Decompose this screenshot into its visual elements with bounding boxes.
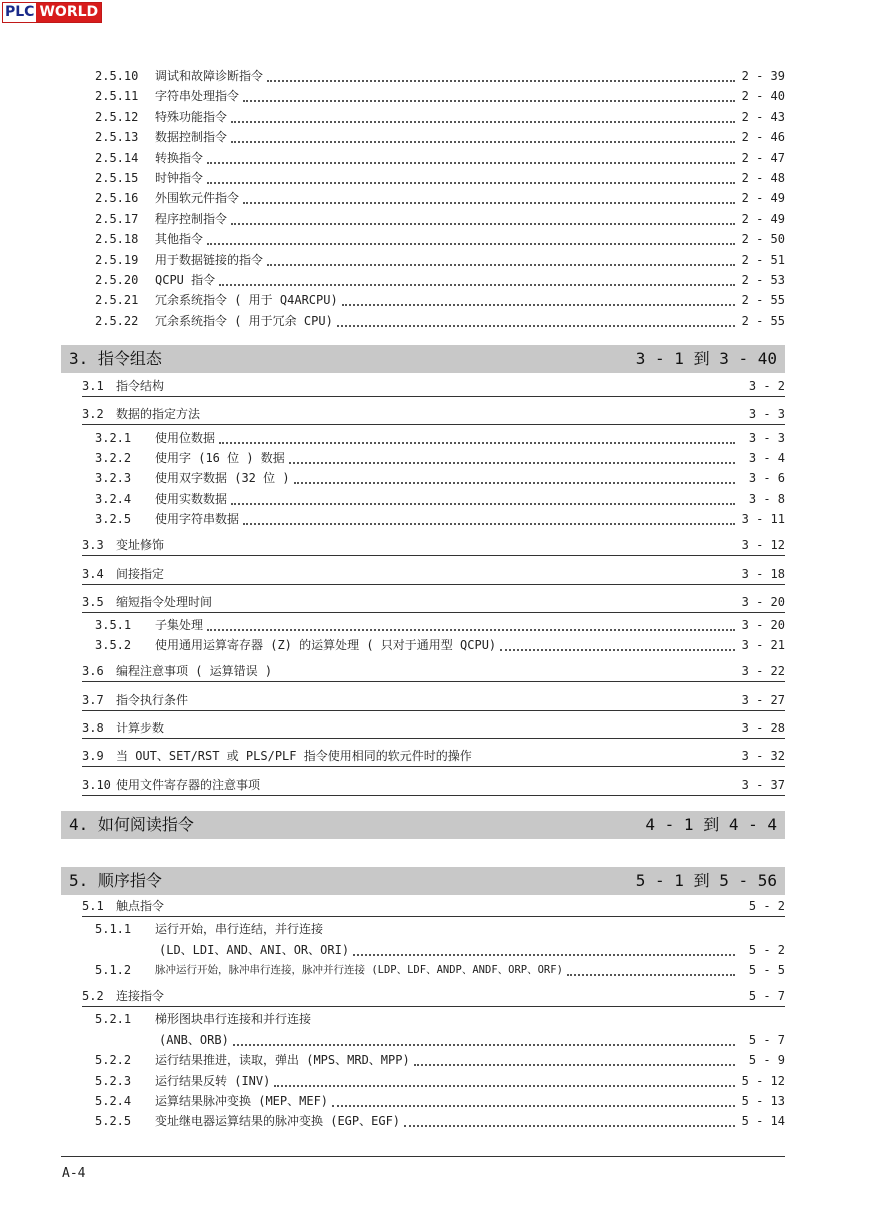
toc-entry[interactable] <box>95 250 785 270</box>
dot-leader <box>342 296 735 306</box>
page-number: 5 - 7 <box>748 1033 785 1047</box>
section-number: 3.4 <box>82 567 104 581</box>
page-number: 3 - 27 <box>741 693 785 707</box>
dot-leader <box>233 1036 735 1046</box>
entry-number: 2.5.18 <box>95 232 139 246</box>
entry-title: QCPU 指令 <box>155 273 216 287</box>
page-number: 3 - 21 <box>741 638 785 652</box>
dot-leader <box>207 235 735 245</box>
chapter-title: 4. 如何阅读指令 <box>69 815 194 834</box>
toc-entry[interactable] <box>95 311 785 331</box>
toc-entry[interactable] <box>95 168 785 188</box>
toc-entry-3-2-4[interactable] <box>95 489 785 509</box>
page-number: 2 - 49 <box>741 191 785 205</box>
entry-title: 使用实数数据 <box>155 492 228 506</box>
dot-leader <box>231 215 735 225</box>
page-number: 5 - 9 <box>748 1053 785 1067</box>
entry-number: 2.5.10 <box>95 69 139 83</box>
page-number: 3 - 20 <box>741 618 785 632</box>
entry-number: 2.5.14 <box>95 151 139 165</box>
dot-leader <box>219 276 735 286</box>
page-number: 5 - 5 <box>748 963 785 977</box>
toc-section-3-9[interactable] <box>82 746 785 767</box>
entry-number: 3.2.3 <box>95 471 132 485</box>
toc-entry[interactable] <box>95 229 785 249</box>
dot-leader <box>207 154 735 164</box>
page-number: 3 - 12 <box>741 538 785 552</box>
section-number: 3.1 <box>82 379 104 393</box>
entry-number: 5.2.5 <box>95 1114 132 1128</box>
entry-title: 运行结果反转 (INV) <box>155 1074 271 1088</box>
entry-title: 使用位数据 <box>155 431 216 445</box>
entry-number: 3.2.1 <box>95 431 132 445</box>
entry-title: 使用通用运算寄存器 (Z) 的运算处理 ( 只对于通用型 QCPU) <box>155 638 497 652</box>
toc-entry-3-2-2[interactable] <box>95 448 785 468</box>
entry-number: 3.5.2 <box>95 638 132 652</box>
section-number: 3.7 <box>82 693 104 707</box>
toc-entry[interactable] <box>95 270 785 290</box>
entry-title: 运行结果推进，读取，弹出 (MPS、MRD、MPP) <box>155 1053 410 1067</box>
chapter-page-range: 4 - 1 到 4 - 4 <box>645 815 777 834</box>
dot-leader <box>353 946 735 956</box>
page-number: 2 - 49 <box>741 212 785 226</box>
chapter-heading-3[interactable] <box>61 345 785 373</box>
entry-title: 冗余系统指令 ( 用于 Q4ARCPU) <box>155 293 338 307</box>
toc-section-3-10[interactable] <box>82 775 785 796</box>
dot-leader <box>231 495 735 505</box>
toc-section-3-7[interactable] <box>82 690 785 711</box>
page-number: 2 - 50 <box>741 232 785 246</box>
section-number: 3.3 <box>82 538 104 552</box>
plc-world-logo <box>2 2 102 23</box>
entry-number: 2.5.22 <box>95 314 139 328</box>
entry-title: 子集处理 <box>155 618 204 632</box>
toc-section-3-1[interactable] <box>82 376 785 397</box>
entry-title: 字符串处理指令 <box>155 89 240 103</box>
entry-number: 2.5.15 <box>95 171 139 185</box>
footer-page-label: A-4 <box>62 1166 86 1181</box>
toc-entry-5-2-5[interactable] <box>95 1111 785 1131</box>
dot-leader <box>289 454 735 464</box>
entry-number: 3.2.2 <box>95 451 132 465</box>
section-number: 3.10 <box>82 778 111 792</box>
entry-title: 时钟指令 <box>155 171 204 185</box>
entry-title-continued: (LD、LDI、AND、ANI、OR、ORI) <box>159 943 350 957</box>
section-title: 指令执行条件 <box>116 693 189 707</box>
dot-leader <box>274 1077 735 1087</box>
section-title: 编程注意事项 ( 运算错误 ) <box>116 664 273 678</box>
toc-section-3-4[interactable] <box>82 564 785 585</box>
dot-leader <box>404 1117 735 1127</box>
entry-title: 脉冲运行开始，脉冲串行连接，脉冲并行连接 (LDP、LDF、ANDP、ANDF、ORP、ORF) <box>155 964 563 976</box>
entry-title: 转换指令 <box>155 151 204 165</box>
entry-number: 5.1.2 <box>95 963 132 977</box>
entry-title-continued: (ANB、ORB) <box>159 1033 229 1047</box>
toc-entry[interactable] <box>95 148 785 168</box>
page-number: 2 - 48 <box>741 171 785 185</box>
toc-entry-5-2-3[interactable] <box>95 1071 785 1091</box>
logo-world-text: WORLD <box>36 3 101 22</box>
entry-number: 2.5.19 <box>95 253 139 267</box>
entry-title: 梯形图块串行连接和并行连接 <box>155 1012 312 1026</box>
toc-entry-5-1-1-heading[interactable] <box>95 919 785 939</box>
entry-number: 5.2.4 <box>95 1094 132 1108</box>
dot-leader <box>332 1097 735 1107</box>
dot-leader <box>267 256 735 266</box>
entry-title: 用于数据链接的指令 <box>155 253 264 267</box>
section-number: 3.8 <box>82 721 104 735</box>
section-title: 使用文件寄存器的注意事项 <box>116 778 261 792</box>
page-number: 3 - 3 <box>748 407 785 421</box>
dot-leader <box>414 1056 735 1066</box>
section-title: 缩短指令处理时间 <box>116 595 213 609</box>
page-number: 2 - 55 <box>741 293 785 307</box>
entry-number: 5.1.1 <box>95 922 132 936</box>
section-title: 变址修饰 <box>116 538 165 552</box>
section-title: 指令结构 <box>116 379 165 393</box>
toc-entry-3-5-2[interactable] <box>95 635 785 655</box>
page-number: 2 - 39 <box>741 69 785 83</box>
section-title: 触点指令 <box>116 899 165 913</box>
entry-number: 2.5.11 <box>95 89 139 103</box>
entry-number: 3.5.1 <box>95 618 132 632</box>
entry-number: 5.2.1 <box>95 1012 132 1026</box>
entry-number: 5.2.2 <box>95 1053 132 1067</box>
toc-entry[interactable] <box>95 209 785 229</box>
entry-title: 外围软元件指令 <box>155 191 240 205</box>
section-title: 间接指定 <box>116 567 165 581</box>
entry-number: 2.5.12 <box>95 110 139 124</box>
toc-entry-5-2-4[interactable] <box>95 1091 785 1111</box>
entry-title: 使用字符串数据 <box>155 512 240 526</box>
section-number: 3.5 <box>82 595 104 609</box>
chapter-page-range: 3 - 1 到 3 - 40 <box>635 349 777 368</box>
dot-leader <box>207 174 735 184</box>
toc-entry-3-2-3[interactable] <box>95 468 785 488</box>
page-number: 3 - 32 <box>741 749 785 763</box>
entry-number: 2.5.16 <box>95 191 139 205</box>
dot-leader <box>267 72 735 82</box>
entry-number: 3.2.5 <box>95 512 132 526</box>
section-title: 连接指令 <box>116 989 165 1003</box>
dot-leader <box>207 621 735 631</box>
entry-title: 使用字 (16 位 ) 数据 <box>155 451 285 465</box>
entry-number: 5.2.3 <box>95 1074 132 1088</box>
toc-section-3-2[interactable] <box>82 404 785 425</box>
page-number: 3 - 37 <box>741 778 785 792</box>
entry-title: 使用双字数据 (32 位 ) <box>155 471 290 485</box>
section-title: 当 OUT、SET/RST 或 PLS/PLF 指令使用相同的软元件时的操作 <box>116 749 472 763</box>
toc-entry-3-5-1[interactable] <box>95 615 785 635</box>
toc-entry-5-2-1[interactable] <box>95 1030 785 1050</box>
page-number: 3 - 2 <box>748 379 785 393</box>
toc-section-3-8[interactable] <box>82 718 785 739</box>
dot-leader <box>294 474 735 484</box>
page-number: 5 - 2 <box>748 943 785 957</box>
page-number: 3 - 3 <box>748 431 785 445</box>
toc-entry[interactable] <box>95 107 785 127</box>
toc-entry-5-1-1[interactable] <box>95 940 785 960</box>
chapter-title: 3. 指令组态 <box>69 349 162 368</box>
entry-title: 冗余系统指令 ( 用于冗余 CPU) <box>155 314 333 328</box>
footer-divider <box>61 1156 785 1157</box>
section-title: 计算步数 <box>116 721 165 735</box>
page-number: 2 - 43 <box>741 110 785 124</box>
dot-leader <box>231 113 735 123</box>
page-number: 3 - 22 <box>741 664 785 678</box>
entry-title: 程序控制指令 <box>155 212 228 226</box>
toc-section-3-3[interactable] <box>82 535 785 556</box>
entry-title: 变址继电器运算结果的脉冲变换 (EGP、EGF) <box>155 1114 401 1128</box>
page-number: 5 - 12 <box>741 1074 785 1088</box>
toc-section-5-1[interactable] <box>82 896 785 917</box>
entry-title: 数据控制指令 <box>155 130 228 144</box>
section-number: 5.2 <box>82 989 104 1003</box>
entry-title: 调试和故障诊断指令 <box>155 69 264 83</box>
page-number: 5 - 2 <box>748 899 785 913</box>
section-number: 3.6 <box>82 664 104 678</box>
chapter-heading-5[interactable] <box>61 867 785 895</box>
dot-leader <box>243 194 735 204</box>
toc-entry[interactable] <box>95 86 785 106</box>
entry-title: 运行开始，串行连结，并行连接 <box>155 922 324 936</box>
entry-number: 2.5.21 <box>95 293 139 307</box>
page-number: 5 - 13 <box>741 1094 785 1108</box>
toc-entry[interactable] <box>95 188 785 208</box>
page-number: 2 - 47 <box>741 151 785 165</box>
section-title: 数据的指定方法 <box>116 407 201 421</box>
toc-entry-3-2-1[interactable] <box>95 428 785 448</box>
toc-section-5-2[interactable] <box>82 986 785 1007</box>
page-number: 3 - 4 <box>748 451 785 465</box>
page-number: 2 - 53 <box>741 273 785 287</box>
chapter-title: 5. 顺序指令 <box>69 871 162 890</box>
dot-leader <box>500 641 735 651</box>
page-number: 3 - 8 <box>748 492 785 506</box>
page-number: 3 - 28 <box>741 721 785 735</box>
toc-entry-5-2-2[interactable] <box>95 1050 785 1070</box>
entry-title: 其他指令 <box>155 232 204 246</box>
entry-title: 运算结果脉冲变换 (MEP、MEF) <box>155 1094 329 1108</box>
page-number: 3 - 18 <box>741 567 785 581</box>
chapter-page-range: 5 - 1 到 5 - 56 <box>635 871 777 890</box>
toc-section-3-6[interactable] <box>82 661 785 682</box>
entry-title: 特殊功能指令 <box>155 110 228 124</box>
dot-leader <box>567 966 735 976</box>
toc-entry-3-2-5[interactable] <box>95 509 785 529</box>
page-number: 2 - 40 <box>741 89 785 103</box>
entry-number: 3.2.4 <box>95 492 132 506</box>
entry-number: 2.5.17 <box>95 212 139 226</box>
dot-leader <box>337 317 735 327</box>
entry-number: 2.5.20 <box>95 273 139 287</box>
toc-entry[interactable] <box>95 66 785 86</box>
page-number: 3 - 11 <box>741 512 785 526</box>
section-number: 3.9 <box>82 749 104 763</box>
page-number: 5 - 7 <box>748 989 785 1003</box>
toc-entry[interactable] <box>95 127 785 147</box>
section-number: 5.1 <box>82 899 104 913</box>
toc-entry-5-1-2[interactable] <box>95 960 785 980</box>
dot-leader <box>219 434 735 444</box>
page-number: 3 - 20 <box>741 595 785 609</box>
chapter-heading-4[interactable] <box>61 811 785 839</box>
page-number: 3 - 6 <box>748 471 785 485</box>
toc-section-3-5[interactable] <box>82 592 785 613</box>
dot-leader <box>231 133 735 143</box>
dot-leader <box>243 515 735 525</box>
toc-entry[interactable] <box>95 290 785 310</box>
page-number: 2 - 46 <box>741 130 785 144</box>
section-number: 3.2 <box>82 407 104 421</box>
logo-plc-text: PLC <box>5 4 35 20</box>
page-number: 2 - 55 <box>741 314 785 328</box>
page-number: 5 - 14 <box>741 1114 785 1128</box>
dot-leader <box>243 92 735 102</box>
page-number: 2 - 51 <box>741 253 785 267</box>
toc-entry-5-2-1-heading[interactable] <box>95 1009 785 1029</box>
entry-number: 2.5.13 <box>95 130 139 144</box>
